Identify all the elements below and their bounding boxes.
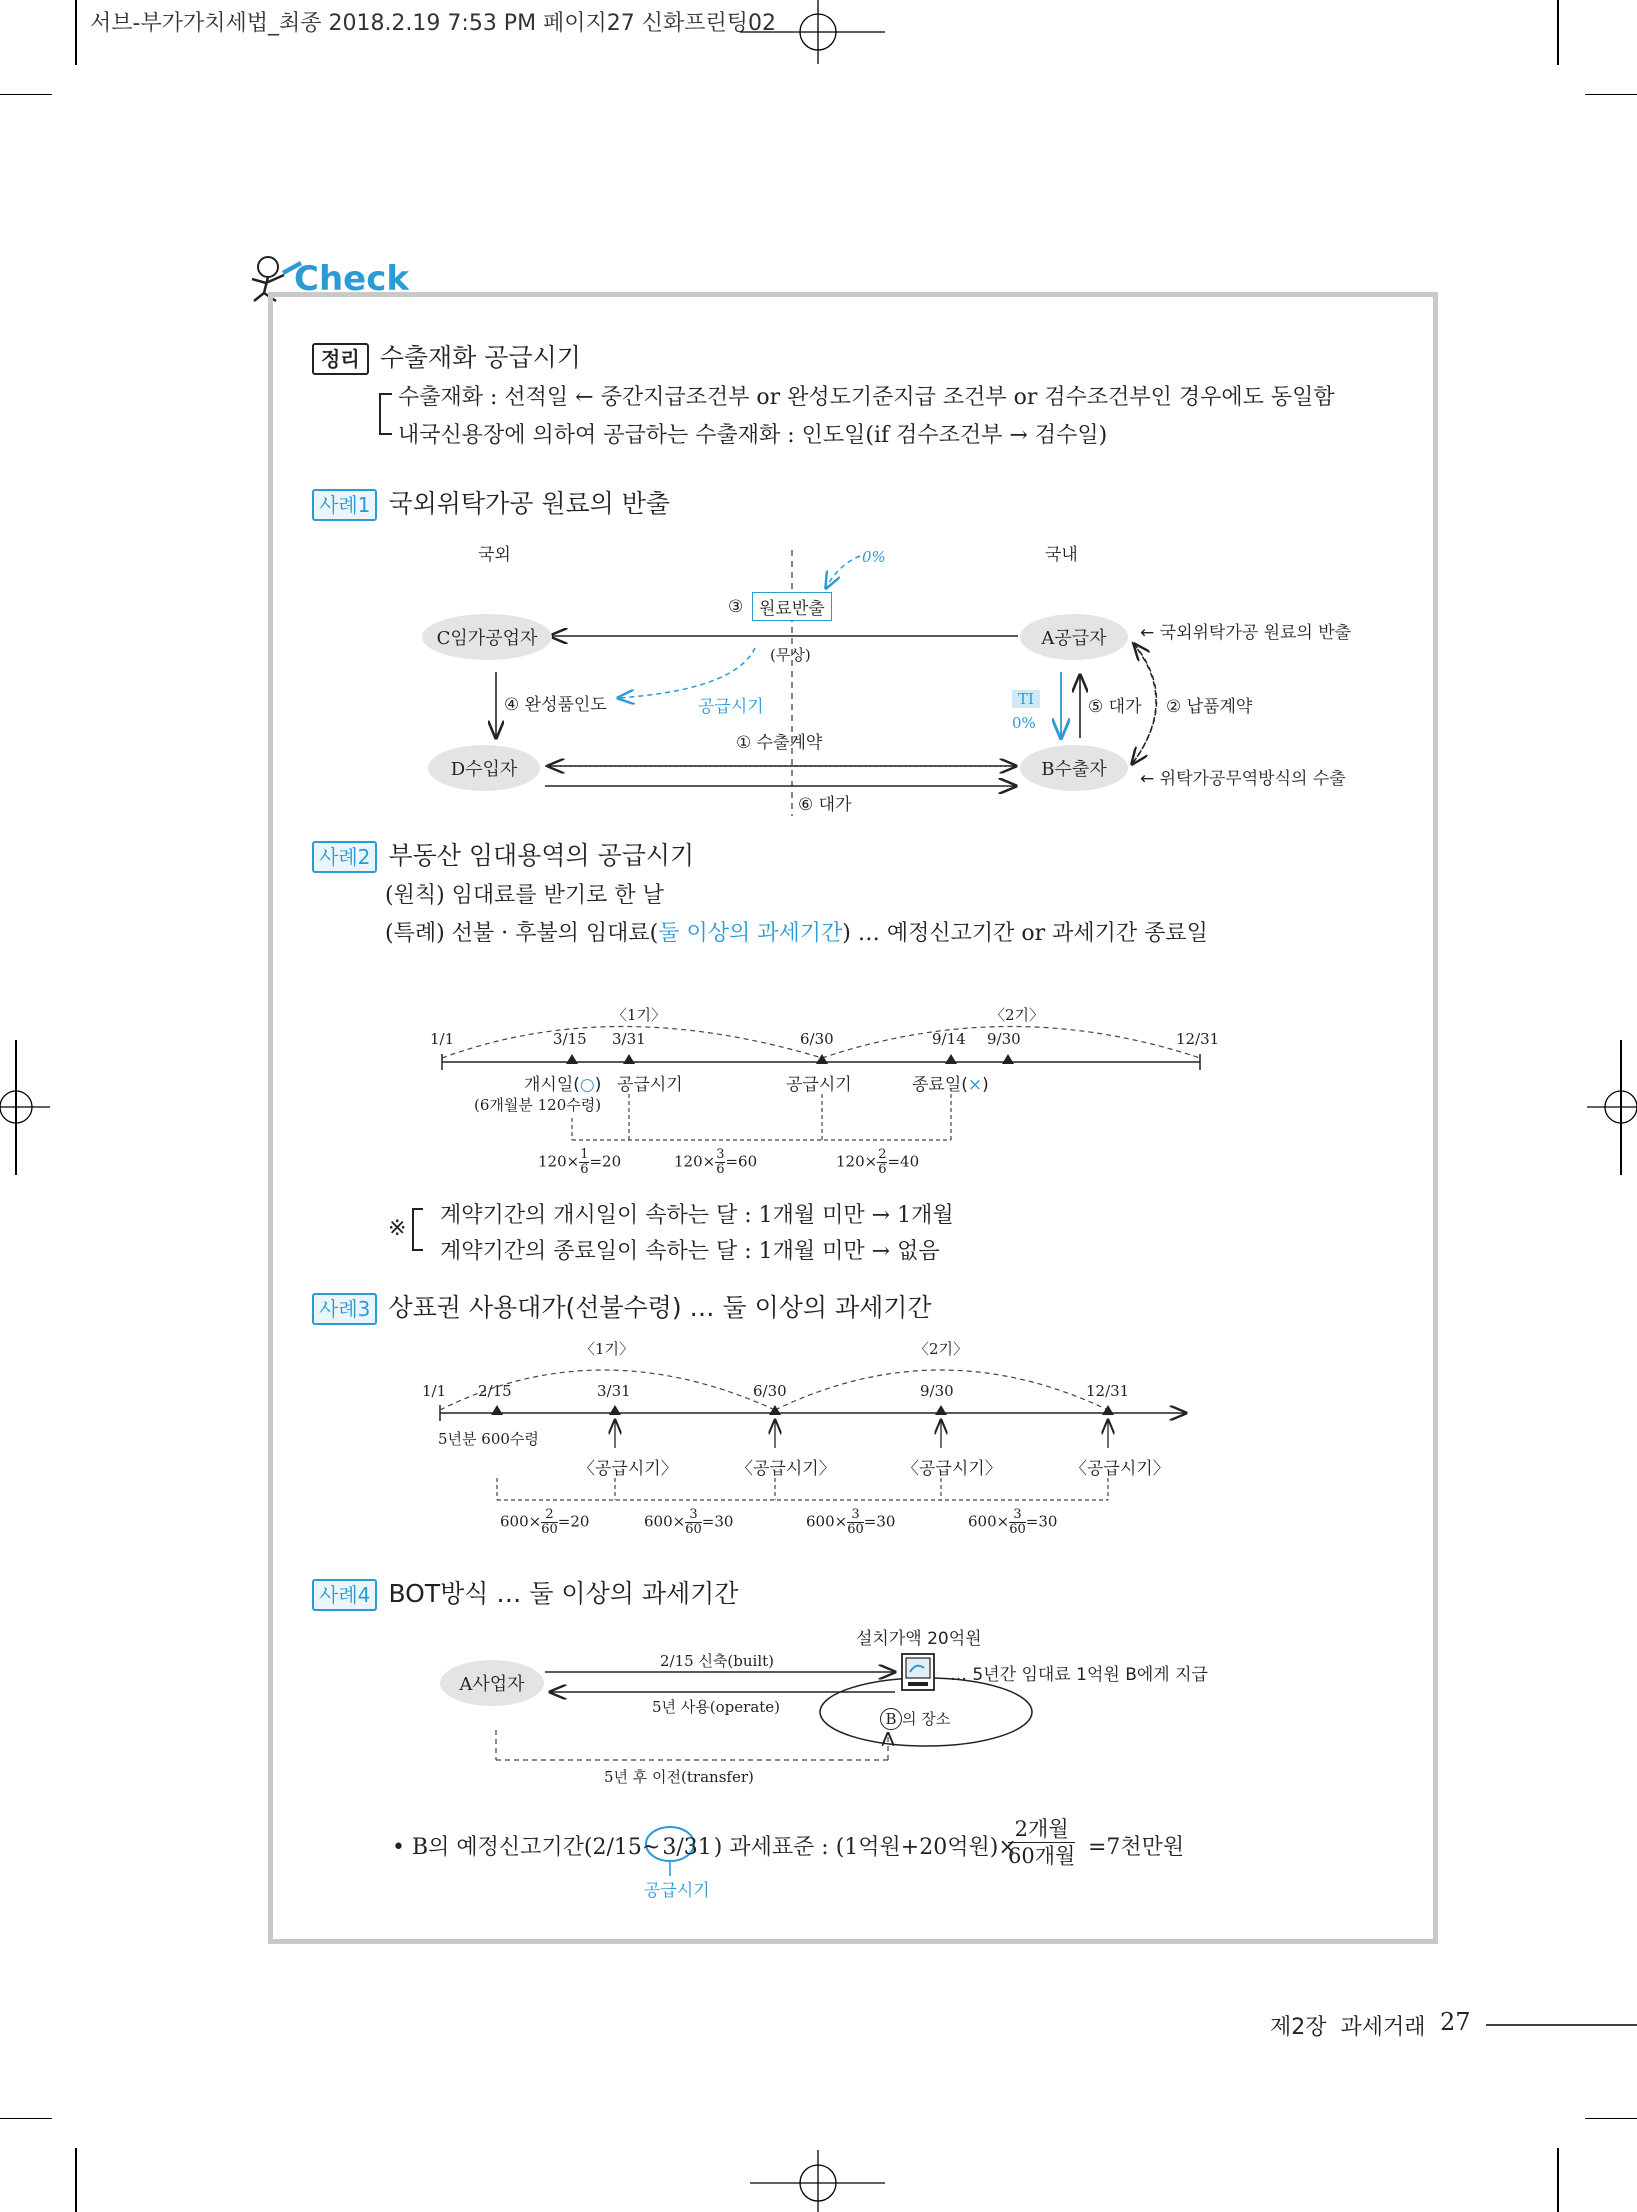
calc-num: 3 [1009, 1508, 1026, 1523]
case3-date-5: 9/30 [920, 1382, 954, 1400]
calc-post: =60 [725, 1152, 758, 1171]
jeongri-line2: 내국신용장에 의하여 공급하는 수출재화 : 인도일(if 검수조건부 → 검수일) [398, 423, 1108, 448]
case3-supply-4: 〈공급시기〉 [1070, 1459, 1170, 1479]
facility-icon [900, 1652, 940, 1692]
case1-step4: ④ 완성품인도 [504, 695, 607, 715]
case1-a-note: ← 국외위탁가공 원료의 반출 [1140, 623, 1352, 643]
case2-start-a: 개시일( [524, 1075, 580, 1095]
case3-supply-3: 〈공급시기〉 [902, 1459, 1002, 1479]
case2-period1: 〈1기〉 [612, 1006, 667, 1024]
calc-den: 6 [580, 1162, 589, 1177]
case2-note1: 계약기간의 개시일이 속하는 달 : 1개월 미만 → 1개월 [440, 1203, 954, 1228]
case3-date-2: 2/15 [478, 1382, 512, 1400]
case1-ti: TI [1012, 690, 1040, 708]
case1-ti-rate: 0% [1012, 714, 1036, 732]
d-node: D수입자 [428, 745, 540, 791]
calc-den: 60 [847, 1522, 864, 1537]
case2-end-a: 종료일( [912, 1075, 968, 1095]
case4-result [392, 1830, 1017, 1861]
calc-num: 3 [847, 1508, 864, 1523]
case3-period2: 〈2기〉 [914, 1340, 969, 1358]
case2-supply1: 공급시기 [617, 1075, 683, 1095]
case1-supply-time: 공급시기 [698, 697, 764, 717]
case2-rule2-a: (특례) 선불 · 후불의 임대료( [385, 921, 659, 946]
footer-page: 27 [1440, 2008, 1471, 2036]
calc-pre: 120× [538, 1152, 580, 1171]
calc-den: 60 [541, 1522, 558, 1537]
calc-post: =30 [863, 1512, 896, 1531]
case2-rule2-b: 둘 이상의 과세기간 [658, 921, 843, 946]
case4-install: 설치가액 20억원 [856, 1629, 982, 1649]
case1-step1: ① 수출계약 [736, 733, 823, 753]
jeongri-title: 수출재화 공급시기 [379, 343, 581, 372]
calc-post: =20 [557, 1512, 590, 1531]
case1-tag: 사례1 [312, 489, 377, 521]
calc-pre: 600× [806, 1512, 848, 1531]
a-node: A공급자 [1020, 614, 1128, 660]
case2-date-3: 3/31 [612, 1030, 646, 1048]
case4-operate: 5년 사용(operate) [652, 1698, 781, 1716]
case3-date-6: 12/31 [1086, 1382, 1130, 1400]
calc-num: 1 [580, 1147, 589, 1162]
case2-start-b: ) [594, 1075, 602, 1095]
case2-supply2: 공급시기 [786, 1075, 852, 1095]
case4-result-c: =7천만원 [1088, 1835, 1185, 1860]
case2-date-6: 9/30 [987, 1030, 1021, 1048]
case3-received: 5년분 600수령 [438, 1430, 539, 1448]
jeongri-tag: 정리 [312, 343, 369, 375]
calc-num: 3 [716, 1147, 725, 1162]
case4-transfer: 5년 후 이전(transfer) [604, 1768, 754, 1786]
calc-den: 6 [878, 1162, 887, 1177]
case4-supply-time: 공급시기 [644, 1881, 710, 1901]
case3-date-3: 3/31 [597, 1382, 631, 1400]
case2-start-o: ○ [579, 1075, 595, 1095]
calc-pre: 600× [644, 1512, 686, 1531]
calc-pre: 120× [836, 1152, 878, 1171]
case2-rule2-c: ) … 예정신고기간 or 과세기간 종료일 [842, 921, 1208, 946]
case4-lease: … 5년간 임대료 1억원 B에게 지급 [950, 1665, 1208, 1685]
case4-b-place [880, 1708, 950, 1730]
case2-note2: 계약기간의 종료일이 속하는 달 : 1개월 미만 → 없음 [440, 1239, 940, 1264]
case2-received: (6개월분 120수령) [474, 1096, 602, 1114]
case2-date-5: 9/14 [932, 1030, 966, 1048]
calc-pre: 600× [500, 1512, 542, 1531]
case1-step5: ⑤ 대가 [1088, 697, 1142, 717]
calc-num: 3 [685, 1508, 702, 1523]
case3-title-a: 상표권 사용대가(선불수령) … [388, 1293, 723, 1322]
case2-end-b: ) [982, 1075, 989, 1095]
result-circled: 3/31 [662, 1835, 712, 1860]
jeongri-line1: 수출재화 : 선적일 ← 중간지급조건부 or 완성도기준지급 조건부 or 검수조건부인 경우에도 동일함 [398, 385, 1335, 410]
case2-date-1: 1/1 [430, 1030, 455, 1048]
b-node: B수출자 [1020, 745, 1128, 791]
case3-title-b: 둘 이상의 과세기간 [722, 1293, 932, 1322]
footer-chapter: 제2장 과세거래 [1270, 2015, 1426, 2040]
footer-rule [1486, 2024, 1637, 2026]
calc-post: =30 [701, 1512, 734, 1531]
calc-num: 2 [541, 1508, 558, 1523]
case3-date-1: 1/1 [422, 1382, 447, 1400]
print-header: 서브-부가가치세법_최종 2018.2.19 7:53 PM 페이지27 신화프린팅02 [90, 11, 777, 36]
calc-num: 2 [878, 1147, 887, 1162]
case2-title: 부동산 임대용역의 공급시기 [388, 841, 695, 870]
case2-period2: 〈2기〉 [990, 1006, 1045, 1024]
calc-den: 6 [716, 1162, 725, 1177]
calc-post: =40 [887, 1152, 920, 1171]
result-denominator: 60개월 [1008, 1844, 1076, 1868]
case2-date-2: 3/15 [553, 1030, 587, 1048]
case2-note-mark: ※ [388, 1216, 407, 1241]
case1-rate-top: 0% [862, 548, 886, 566]
case3-tag: 사례3 [312, 1293, 377, 1325]
case1-domestic: 국내 [1045, 545, 1078, 565]
case2-tag: 사례2 [312, 841, 377, 873]
case4-result-fraction [1008, 1816, 1075, 1869]
c-node: C임가공업자 [422, 614, 552, 660]
result-b: ) 과세표준 : (1억원+20억원)× [713, 1835, 1017, 1860]
case1-free: (무상) [770, 646, 811, 664]
result-numerator: 2개월 [1008, 1816, 1075, 1843]
calc-pre: 120× [674, 1152, 716, 1171]
case3-date-4: 6/30 [753, 1382, 787, 1400]
a-business-node: A사업자 [440, 1660, 544, 1706]
case1-title: 국외위탁가공 원료의 반출 [388, 489, 671, 518]
case2-date-4: 6/30 [800, 1030, 834, 1048]
calc-post: =20 [589, 1152, 622, 1171]
case1-step6: ⑥ 대가 [798, 795, 852, 815]
case1-step3: ③ [728, 597, 744, 617]
calc-post: =30 [1025, 1512, 1058, 1531]
case3-period1: 〈1기〉 [580, 1340, 635, 1358]
case3-supply-2: 〈공급시기〉 [736, 1459, 836, 1479]
case1-material-out: 원료반출 [752, 592, 832, 621]
case2-date-7: 12/31 [1176, 1030, 1220, 1048]
check-logo-text: Check [294, 259, 409, 299]
case4-title-b: 둘 이상의 과세기간 [529, 1579, 739, 1608]
b-circle: B [880, 1708, 902, 1730]
b-place-label: 의 장소 [902, 1710, 951, 1728]
case4-built: 2/15 신축(built) [660, 1652, 775, 1670]
case1-step2: ② 납품계약 [1166, 697, 1253, 717]
result-a: • B의 예정신고기간(2/15~ [392, 1835, 661, 1860]
calc-den: 60 [685, 1522, 702, 1537]
case2-rule1: (원칙) 임대료를 받기로 한 날 [385, 883, 664, 908]
case2-end-x: × [967, 1075, 983, 1095]
case4-title-a: BOT방식 … [388, 1579, 530, 1608]
case4-tag: 사례4 [312, 1579, 377, 1611]
case1-b-note: ← 위탁가공무역방식의 수출 [1140, 769, 1346, 789]
case1-abroad: 국외 [478, 545, 511, 565]
case3-supply-1: 〈공급시기〉 [578, 1459, 678, 1479]
calc-den: 60 [1009, 1522, 1026, 1537]
calc-pre: 600× [968, 1512, 1010, 1531]
